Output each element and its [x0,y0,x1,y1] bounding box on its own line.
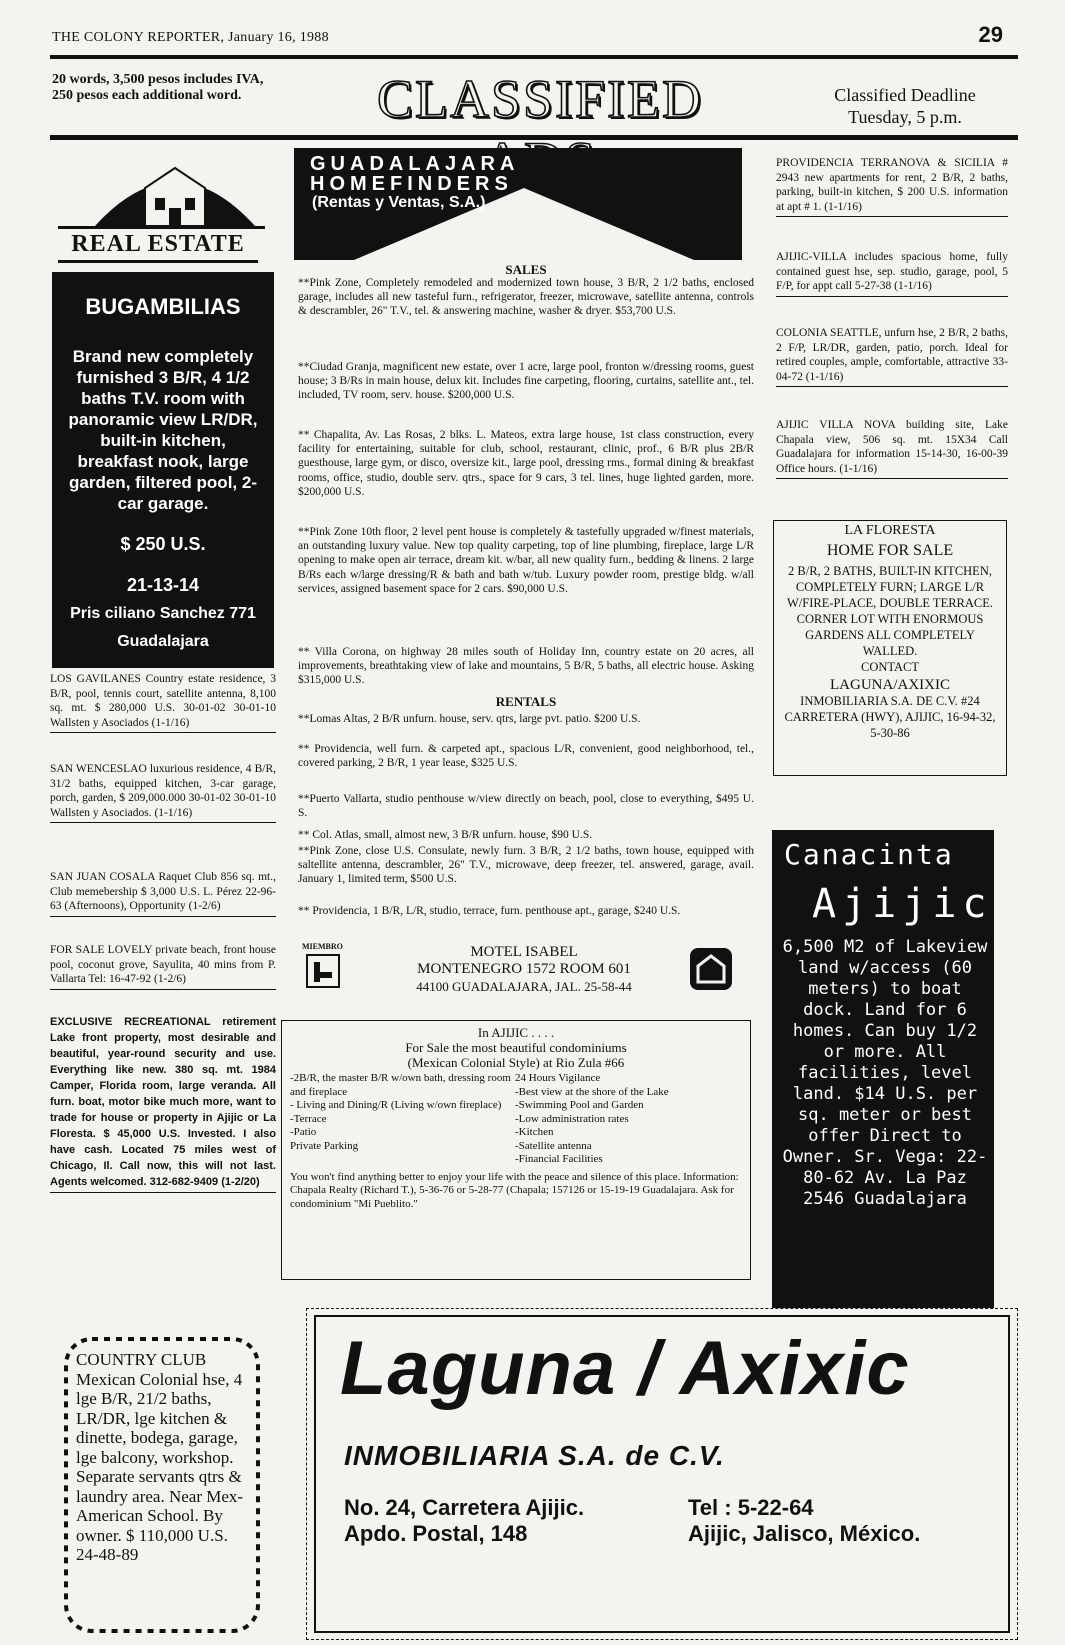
page-number: 29 [978,22,1003,47]
laguna-address1: No. 24, Carretera Ajijic. [344,1495,585,1520]
ajijic-feature: -2B/R, the master B/R w/own bath, dressing room and fireplace [290,1072,511,1098]
page-title: CLASSIFIED [376,69,704,129]
rental-providencia-studio: ** Providencia, 1 B/R, L/R, studio, terrace, furn. penthouse apt., garage, $240 U.S. [298,905,681,917]
ad-colonia-seattle: COLONIA SEATTLE, unfurn hse, 2 B/R, 2 baths, 2 F/P, LR/DR, garden, patio, porch. Ideal for retired couples, ample, comfortable, attractive 33-04-72 (1-1/16) [776,326,1008,387]
ajijic-feature: -Financial Facilities [515,1153,603,1165]
sale-villa-corona: ** Villa Corona, on highway 28 miles south of Holiday Inn, country estate on 20 acres, all improvements, breathtaking view of lake and mountains, 5 B/R, 5 baths, all electric house. Asking $315,000 U.S. [298,646,754,687]
ad-providencia-terranova: PROVIDENCIA TERRANOVA & SICILIA # 2943 new apartments for rent, 2 B/R, 2 baths, parking, built-in kitchen, $ 200 U.S. information at apt # 1. (1-1/16) [776,156,1008,217]
canacinta-title: Canacinta [784,838,954,871]
floresta-line4: CONTACT [860,660,920,674]
homefinders-title [310,154,519,194]
top-rule [50,55,1018,59]
bugambilias-address2: Guadalajara [117,633,209,650]
laguna-address [344,1495,584,1547]
ajijic-line2: (Mexican Colonial Style) at Rio Zula #66 [407,1055,625,1070]
deadline-line1: Classified Deadline [834,85,976,105]
rental-pink-zone: **Pink Zone, close U.S. Consulate, newly furn. 3 B/R, 2 1/2 baths, town house, equipped with saltellite antenna, descrambler, 26" T.V., microwave, deep freezer, tel. answered, garage, avail. January 1, limited term, $500 U.S. [298,845,754,886]
motel-address2: 44100 GUADALAJARA, JAL. 25-58-44 [416,979,632,994]
floresta-line6: INMOBILIARIA S.A. DE C.V. #24 CARRETERA (HWY), AJIJIC, 16-94-32, 5-30-86 [784,694,996,740]
ad-exclusive-recreational: EXCLUSIVE RECREATIONAL retirement Lake front property, most desirable and beautiful, year-round security and use. Everything like new. 380 sq. mt. 1984 Camper, Florida room, large veranda. All furn. boat, motor bike much more, want to trade for house or property in Ajijic or La Floresta. $ 45,000 U.S. Invested. I also have cash. Located 75 miles west of Chicago, Il. Call now, this will not last. Agents welcomed. 312-682-9409 (1-2/20) [50,1014,276,1193]
canacinta-city: Ajijic [812,881,993,927]
rental-puerto-vallarta: **Puerto Vallarta, studio penthouse w/view directly on beach, pool, close to everything, $495 U. S. [298,793,754,820]
deadline-line2: Tuesday, 5 p.m. [848,107,962,127]
bugambilias-desc: Brand new completely furnished 3 B/R, 4 1/2 baths T.V. room with panoramic view LR/DR, built-in kitchen, breakfast nook, large garden, filtered pool, 2-car garage. [68,347,258,513]
motel-address1: MONTENEGRO 1572 ROOM 601 [417,961,631,977]
bugambilias-phone: 21-13-14 [126,575,200,595]
ad-san-juan-cosala: SAN JUAN COSALA Raquet Club 856 sq. mt., Club memebership $ 3,000 U.S. L. Pérez 22-96-63 (Afternoons), Opportunity (1-2/6) [50,870,276,917]
sale-pink-zone: **Pink Zone, Completely remodeled and modernized town house, 3 B/R, 2 1/2 baths, enclosed garage, includes all new tasteful furn., refrigerator, freezer, microwave, satellite antenna, controls & descrambler, 26" T.V., tel. & answering machine, washer & dryer. $53,700 U.S. [298,277,754,318]
sales-heading: SALES [505,262,547,277]
rental-col-atlas: ** Col. Atlas, small, almost new, 3 B/R unfurn. house, $90 U.S. [298,829,593,841]
laguna-contact [688,1495,920,1547]
sale-ciudad-granja: **Ciudad Granja, magnificent new estate, over 1 acre, large pool, fronton w/dressing rooms, guest house; 3 B/Rs in main house, delux kit. Includes fine carpeting, flooring, curtains, satellite ant., tel. included, TV room, serv. house. $200,000 U.S. [298,361,754,402]
floresta-line1: LA FLORESTA [844,523,936,538]
rental-providencia: ** Providencia, well furn. & carpeted apt., spacious L/R, convenient, good neighborhood, tel., covered parking, 2 B/R, 1 year lease, $325 U.S. [298,743,754,770]
laguna-name: Laguna / Axixic [340,1326,910,1411]
ad-ajijic-villa-nova: AJIJIC VILLA NOVA building site, Lake Chapala view, 506 sq. mt. 15X34 Call Guadalajara for information 15-14-30, 16-00-39 Office hours. (1-1/16) [776,418,1008,479]
ajijic-feature: -Low administration rates [515,1112,629,1125]
publication-line: THE COLONY REPORTER, January 16, 1988 [52,30,329,45]
laguna-city: Ajijic, Jalisco, México. [688,1521,921,1546]
section-title-real-estate: REAL ESTATE [58,226,258,263]
ajijic-feature: - Living and Dining/R (Living w/own fireplace) [290,1099,502,1111]
ajijic-feature: -Terrace [290,1112,327,1125]
deadline-notice [800,84,1010,128]
header-rule [50,135,1018,140]
laguna-address2: Apdo. Postal, 148 [344,1521,528,1546]
ajijic-feature: -Best view at the shore of the Lake [515,1085,669,1098]
motel-isabel-ad [300,940,748,1000]
floresta-line5: LAGUNA/AXIXIC [830,677,950,693]
ajijic-feature: 24 Hours Vigilance [515,1072,601,1084]
homefinders-title-line2: HOMEFINDERS [310,173,513,195]
rates-notice: 20 words, 3,500 pesos includes IVA, 250 pesos each additional word. [52,72,264,103]
la-floresta-ad [773,520,1007,776]
bugambilias-address1: Pris ciliano Sanchez 771 [70,605,256,622]
ajijic-title: In AJIJIC . . . . [477,1025,555,1040]
floresta-line3: 2 B/R, 2 BATHS, BUILT-IN KITCHEN, COMPLETELY FURN; LARGE L/R W/FIRE-PLACE, DOUBLE TERRACE. CORNER LOT WITH ENORMOUS GARDENS ALL COMPLETELY WALLED. [786,564,994,658]
motel-name: MOTEL ISABEL [470,944,578,960]
laguna-tel: Tel : 5-22-64 [688,1495,814,1520]
ajijic-feature: -Satellite antenna [515,1139,592,1152]
bugambilias-price: $ 250 U.S. [120,534,206,554]
homefinders-title-line1: GUADALAJARA [310,153,520,175]
rental-lomas-altas: **Lomas Altas, 2 B/R unfurn. house, serv. qtrs, large pvt. patio. $200 U.S. [298,713,641,725]
ad-ajijic-villa: AJIJIC-VILLA includes spacious home, fully contained guest hse, sep. studio, garage, pool, 5 F/P, for appt call 5-27-38 (1-1/16) [776,250,1008,297]
canacinta-body: 6,500 M2 of Lakeview land w/access (60 meters) to boat dock. Land for 6 homes. Can buy 1/2 or more. All facilities, level land. $14 U.S. per sq. meter or best offer Direct to Owner. Sr. Vega: 22-80-62 Av. La Paz 2546 Guadalajara [782,937,988,1209]
ajijic-line1: For Sale the most beautiful condominiums [405,1040,627,1055]
laguna-subtitle: INMOBILIARIA S.A. de C.V. [344,1440,725,1471]
floresta-line2: HOME FOR SALE [826,542,954,559]
motel-logo-icon [688,946,734,992]
rentals-heading: RENTALS [495,694,557,709]
ajijic-feature: -Patio [290,1126,317,1138]
ad-san-wenceslao: SAN WENCESLAO luxurious residence, 4 B/R, 31/2 baths, equipped kitchen, 3-car garage, porch, garden, $ 209,000.000 30-01-02 30-01-10 Wallsten y Asociados. (1-1/16) [50,762,276,823]
bugambilias-title: BUGAMBILIAS [85,294,241,319]
ajijic-footer: You won't find anything better to enjoy your life with the peace and silence of this place. Information: Chapala Realty (Richard T.), 5-36-76 or 5-28-77 (Chapala; 157126 or 15-19-19 Guadalajara. Ask for condominium "Mi Pueblito." [290,1170,739,1210]
sale-pink-zone-penthouse: **Pink Zone 10th floor, 2 level pent house is completely & tastefully upgraded w/finest materials, an outstanding luxury value. New top quality carpeting, top of line plumbing, fireplace, large L/R opening to make open air terrace, dream kit. w/bar, all new quality furn., bedding & linens. 2 large B/Rs each w/large dressing/R & bath and bath w/tub. Luxury powder room, prestige bldg. w/all services, assigned basement space for 2 cars. $90,000 U.S. [298,526,754,595]
ajijic-feature: Private Parking [290,1139,359,1152]
canacinta-ad [772,830,994,1308]
homefinders-subtitle: (Rentas y Ventas, S.A.) [312,194,486,211]
ajijic-condominiums-ad [281,1020,751,1280]
ajijic-feature: -Swimming Pool and Garden [515,1099,644,1111]
ad-lovely-beach: FOR SALE LOVELY private beach, front house pool, coconut grove, Sayulita, 40 mins from P. Vallarta Tel: 16-47-92 (1-2/6) [50,943,276,990]
ad-los-gavilanes: LOS GAVILANES Country estate residence, 3 B/R, pool, tennis court, satellite antenna, 8,100 sq. mt. $ 280,000 U.S. 30-01-02 30-01-10 Wallsten y Asociados (1-1/16) [50,672,276,733]
member-label: MIEMBRO [302,942,343,951]
sale-chapalita: ** Chapalita, Av. Las Rosas, 2 blks. L. Mateos, extra large house, 1st class construction, every facility for entertaining, suitable for club, school, restaurant, clinic, prof., 6 B/R plus 2B/R guesthouse, large gym, or disco, oversize kit., large pool, dressing rms., formal dining & breakfast rooms, office, studio, double serv. qtrs., space for 9 cars, 3 tel. lines, huge lighted garden, more. $200,000 U.S. [298,429,754,498]
ajijic-feature: -Kitchen [515,1126,554,1138]
ad-country-club: COUNTRY CLUB Mexican Colonial hse, 4 lge B/R, 21/2 baths, LR/DR, lge kitchen & dinette, bodega, garage, lge balcony, workshop. Separate servants qtrs & laundry area. Near Mex-American School. By owner. $ 110,000 U.S. 24-48-89 [76,1350,244,1564]
bugambilias-ad [52,272,274,668]
